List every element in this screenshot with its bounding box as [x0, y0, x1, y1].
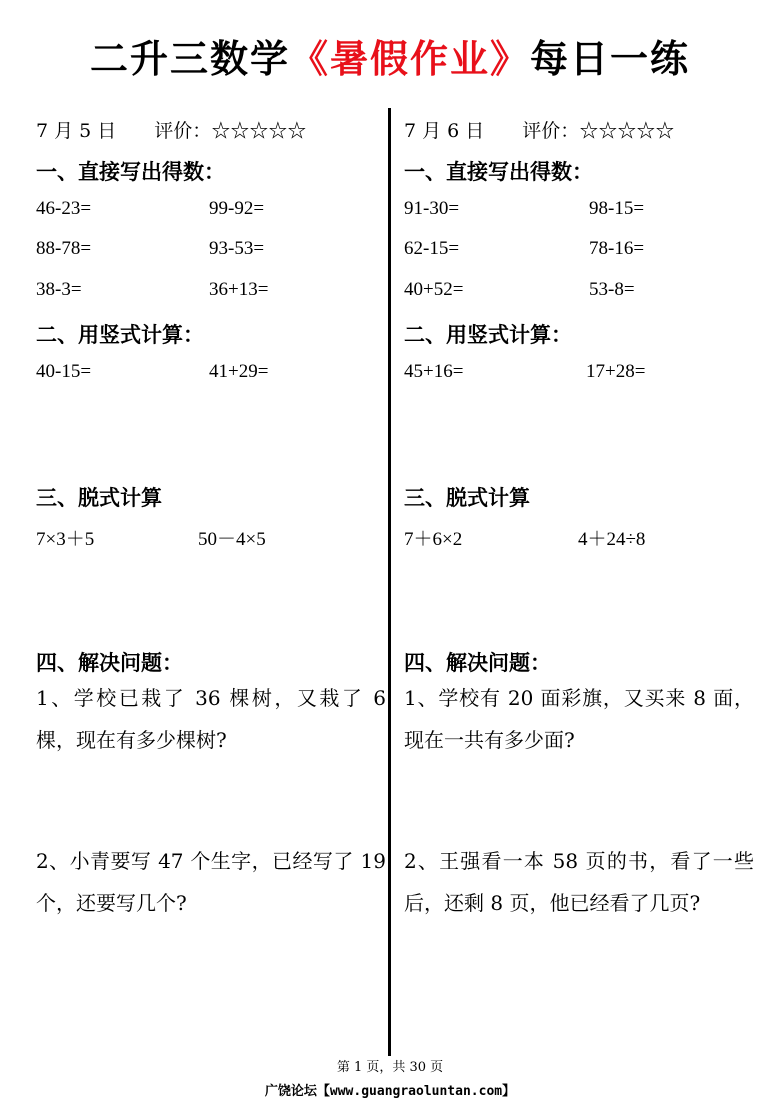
day1-direct-item: 36+13= — [209, 279, 269, 300]
day2-direct-item: 91-30= — [404, 198, 460, 219]
day2-column — [404, 0, 764, 1103]
site-name: 广饶论坛【 — [264, 1084, 330, 1099]
day2-section3-heading: 三、脱式计算 — [404, 486, 530, 510]
day2-direct-item: 40+52= — [404, 279, 464, 300]
day1-problem-2: 2、小青要写 47 个生字，已经写了 19 个，还要写几个? — [36, 849, 386, 915]
page-number: 第 1 页，共 30 页 — [336, 1060, 444, 1075]
day2-header — [404, 116, 674, 143]
day1-section1-heading: 一、直接写出得数： — [36, 160, 225, 184]
title-highlight: 《暑假作业》 — [289, 37, 530, 81]
day2-stepwise-item: 4＋24÷8 — [578, 529, 646, 550]
day2-direct-item: 62-15= — [404, 238, 460, 259]
day1-stepwise-item: 7×3＋5 — [36, 529, 95, 550]
site-footer — [0, 1080, 780, 1099]
day2-vertical-item: 45+16= — [404, 361, 464, 382]
day1-section3-heading: 三、脱式计算 — [36, 486, 162, 510]
day2-section4-heading: 四、解决问题： — [404, 651, 551, 675]
day1-eval-label: 评价： — [154, 120, 212, 142]
site-url-link[interactable]: www.guangraoluntan.com — [329, 1084, 503, 1099]
day2-vertical-item: 17+28= — [586, 361, 646, 382]
day1-header — [36, 116, 306, 143]
day1-stepwise-item: 50－4×5 — [198, 529, 266, 550]
day1-section4-heading: 四、解决问题： — [36, 651, 183, 675]
title-part2: 每日一练 — [530, 37, 691, 81]
day1-section2-heading: 二、用竖式计算： — [36, 323, 204, 347]
site-bracket: 】 — [502, 1084, 516, 1099]
day1-column — [36, 0, 396, 1103]
day2-problem-2: 2、王强看一本 58 页的书，看了一些后，还剩 8 页，他已经看了几页? — [404, 849, 754, 915]
day1-problem-1: 1、学校已栽了 36 棵树，又栽了 6 棵，现在有多少棵树? — [36, 686, 386, 752]
day2-section1-heading: 一、直接写出得数： — [404, 160, 593, 184]
day2-date: 7 月 6 日 — [404, 120, 485, 142]
day1-rating-stars: ☆☆☆☆☆ — [211, 120, 307, 142]
day1-direct-item: 93-53= — [209, 238, 265, 259]
day2-section2-heading: 二、用竖式计算： — [404, 323, 572, 347]
day2-stepwise-item: 7＋6×2 — [404, 529, 463, 550]
day2-problem-1: 1、学校有 20 面彩旗，又买来 8 面，现在一共有多少面? — [404, 686, 754, 752]
day1-direct-item: 46-23= — [36, 198, 92, 219]
day1-date: 7 月 5 日 — [36, 120, 117, 142]
day2-eval-label: 评价： — [522, 120, 580, 142]
day1-direct-item: 99-92= — [209, 198, 265, 219]
day2-direct-item: 98-15= — [589, 198, 645, 219]
title-part1: 二升三数学 — [89, 37, 290, 81]
day1-direct-item: 38-3= — [36, 279, 82, 300]
day1-vertical-item: 41+29= — [209, 361, 269, 382]
day2-rating-stars: ☆☆☆☆☆ — [579, 120, 675, 142]
day1-vertical-item: 40-15= — [36, 361, 92, 382]
day1-direct-item: 88-78= — [36, 238, 92, 259]
day2-direct-item: 78-16= — [589, 238, 645, 259]
day2-direct-item: 53-8= — [589, 279, 635, 300]
